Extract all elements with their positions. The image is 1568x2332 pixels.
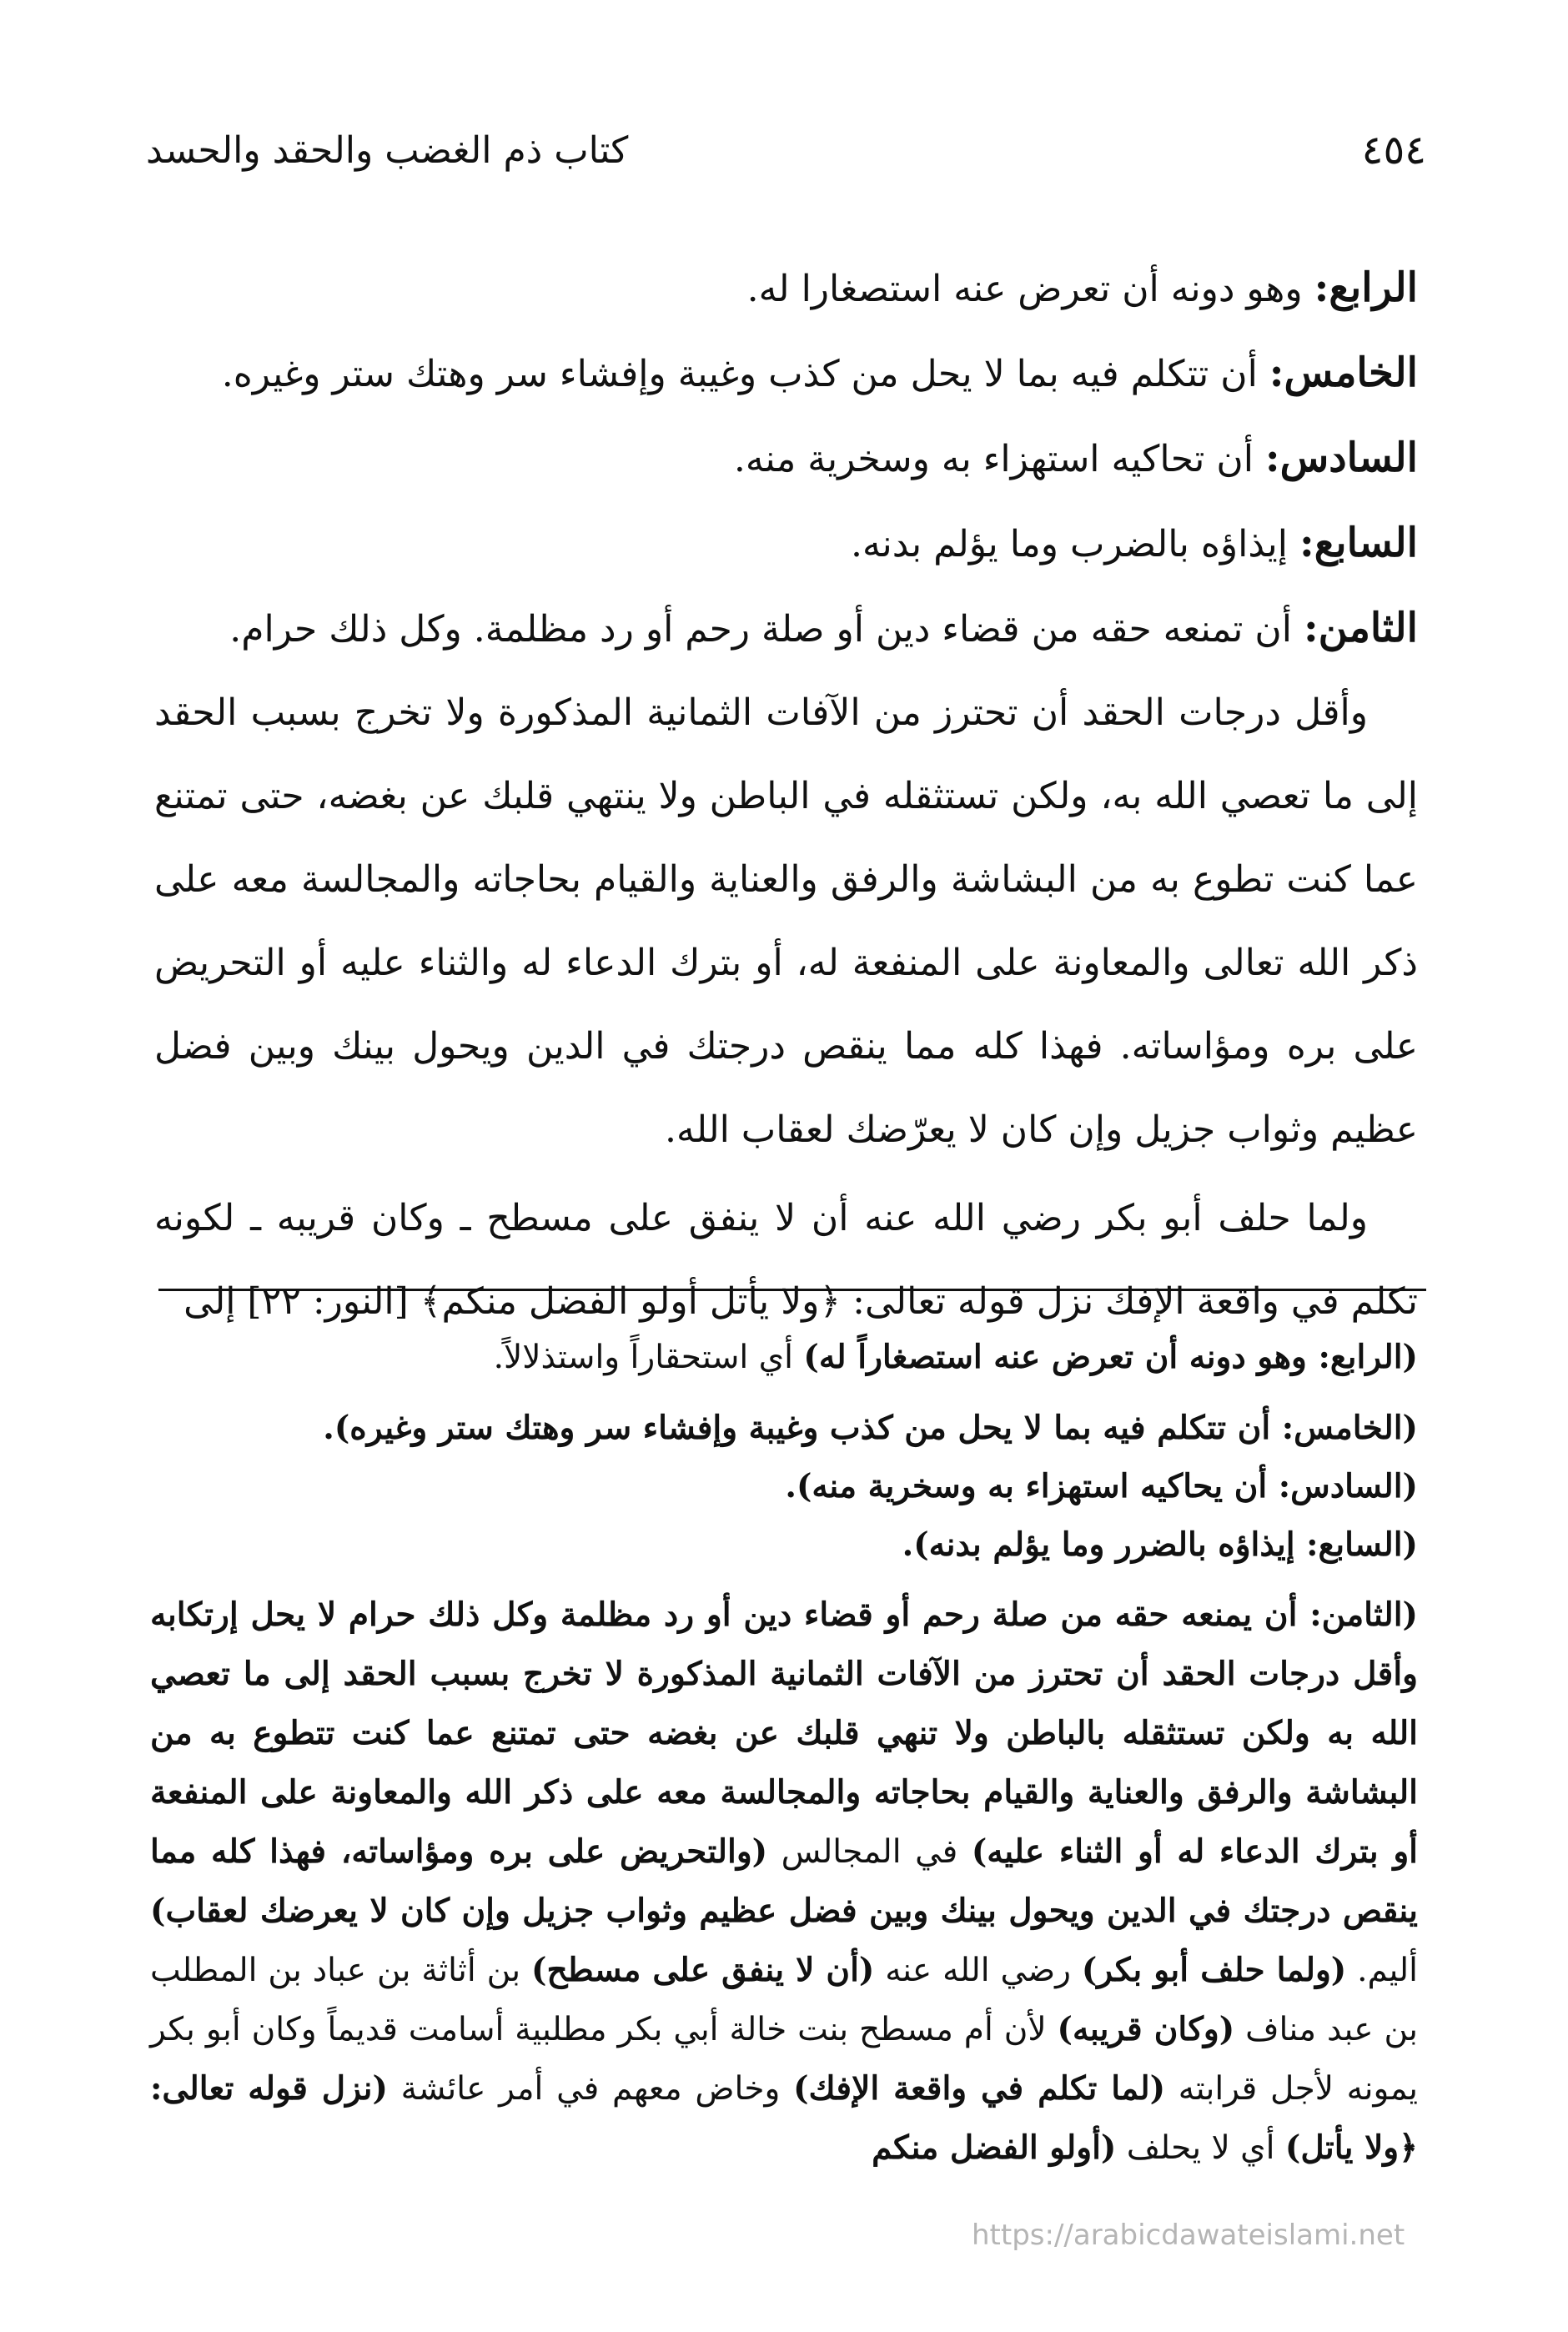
footnote-commentary: في المجالس — [767, 1833, 972, 1871]
item-term: السادس: — [1264, 435, 1418, 481]
list-item — [154, 501, 1418, 586]
footnote-commentary: وخاض معهم في أمر عائشة — [387, 2070, 794, 2108]
footnote — [150, 1328, 1418, 1387]
item-text: أن تتكلم فيه بما لا يحل من كذب وغيبة وإفشاء سر وهتك ستر وغيره. — [221, 353, 1269, 395]
item-text: وهو دونه أن تعرض عنه استصغارا له. — [746, 268, 1314, 310]
main-paragraph: ولما حلف أبو بكر رضي الله عنه أن لا ينفق على مسطح ـ وكان قريبه ـ لكونه تكلم في واقعة الإفك نزل قوله تعالى: ﴿ولا يأتل أولو الفضل منكم﴾ [النور: ٢٢] إلى — [154, 1197, 1418, 1323]
item-text: أن تحاكيه استهزاء به وسخرية منه. — [733, 438, 1265, 480]
footnote-quote: (ولما حلف أبو بكر) — [1081, 1951, 1347, 1989]
footnote-commentary: أليم. — [1346, 1952, 1418, 1989]
footnote-quote: (أولو الفضل منكم — [872, 2128, 1117, 2167]
running-head — [146, 117, 1426, 183]
footnotes — [150, 1328, 1418, 2178]
footnote-quote: (وكان قريبه) — [1057, 2010, 1235, 2048]
footnote-commentary: بن أثاثة بن عباد بن المطلب بن عبد مناف — [150, 1952, 1418, 2048]
list-item — [154, 246, 1418, 331]
footnote: (السابع: إيذاؤه بالضرر وما يؤلم بدنه). — [902, 1525, 1418, 1564]
footnote-divider — [158, 1289, 1426, 1291]
footnote-commentary: لأن أم مسطح بنت خالة أبي بكر مطلبية أسامت قديماً وكان أبو بكر يمونه لأجل قرابته — [150, 2011, 1418, 2108]
item-term: الثامن: — [1303, 605, 1418, 651]
item-text: أن تمنعه حقه من قضاء دين أو صلة رحم أو رد مظلمة. وكل ذلك حرام. — [229, 608, 1304, 651]
item-term: السابع: — [1299, 520, 1418, 566]
item-term: الخامس: — [1269, 349, 1418, 396]
list-item — [154, 331, 1418, 416]
main-paragraph: وأقل درجات الحقد أن تحترز من الآفات الثمانية المذكورة ولا تخرج بسبب الحقد إلى ما تعصي الله به، ولكن تستثقله في الباطن ولا ينتهي قلبك عن بغضه، حتى تمتنع عما كنت تطوع به من البشاشة والرفق والعناية والقيام بحاجاته والمجالسة معه على ذكر الله تعالى والمعاونة على المنفعة له، أو بترك الدعاء له والثناء عليه أو التحريض على بره ومؤاساته. فهذا كله مما ينقص درجتك في الدين ويحول بينك وبين فضل عظيم وثواب جزيل وإن كان لا يعرّضك لعقاب الله. — [154, 691, 1418, 1151]
footnote-commentary: أي لا يحلف — [1116, 2129, 1285, 2167]
footnote-commentary: أي استحقاراً واستذلالاً. — [493, 1339, 804, 1376]
item-text: إيذاؤه بالضرب وما يؤلم بدنه. — [850, 523, 1299, 565]
item-term: الرابع: — [1314, 264, 1418, 311]
footnote — [150, 1586, 1418, 2178]
running-title: كتاب ذم الغضب والحقد والحسد — [146, 128, 629, 172]
list-item — [154, 586, 1418, 671]
footnote-quote: (أن لا ينفق على مسطح) — [531, 1951, 875, 1989]
footnote-quote: (نزل قوله تعالى: ﴿ولا يأتل) — [150, 2069, 1418, 2167]
footnote-quote: (الرابع: وهو دونه أن تعرض عنه استصغاراً له) — [803, 1338, 1418, 1376]
footnote-commentary: رضي الله عنه — [874, 1952, 1082, 1989]
watermark-url: https://arabicdawateislami.net — [972, 2219, 1405, 2252]
footnote: (الخامس: أن تتكلم فيه بما لا يحل من كذب وغيبة وإفشاء سر وهتك ستر وغيره). — [323, 1409, 1418, 1447]
footnote-quote: (الثامن: أن يمنعه حقه من صلة رحم أو قضاء دين أو رد مظلمة وكل ذلك حرام لا يحل إرتكابه وأقل درجات الحقد أن تحترز من الآفات الثمانية المذكورة لا تخرج بسبب الحقد إلى ما تعصي الله به ولكن تستثقله بالباطن ولا تنهي قلبك عن بغضه حتى تمتنع عما كنت تتطوع به من البشاشة والرفق والعناية والقيام بحاجاته والمجالسة معه على ذكر الله والمعاونة على المنفعة أو بترك الدعاء له أو الثناء عليه) — [150, 1596, 1418, 1871]
main-text — [154, 246, 1418, 1344]
footnote: (السادس: أن يحاكيه استهزاء به وسخرية منه). — [785, 1467, 1418, 1505]
page-number: ٤٥٤ — [1361, 127, 1426, 173]
list-item — [154, 416, 1418, 501]
footnote-quote: (والتحريض على بره ومؤاساته، فهذا كله مما ينقص درجتك في الدين ويحول بينك وبين فضل عظيم وثواب جزيل وإن كان لا يعرضك لعقاب) — [150, 1832, 1418, 1930]
footnote-quote: (لما تكلم في واقعة الإفك) — [793, 2069, 1166, 2108]
